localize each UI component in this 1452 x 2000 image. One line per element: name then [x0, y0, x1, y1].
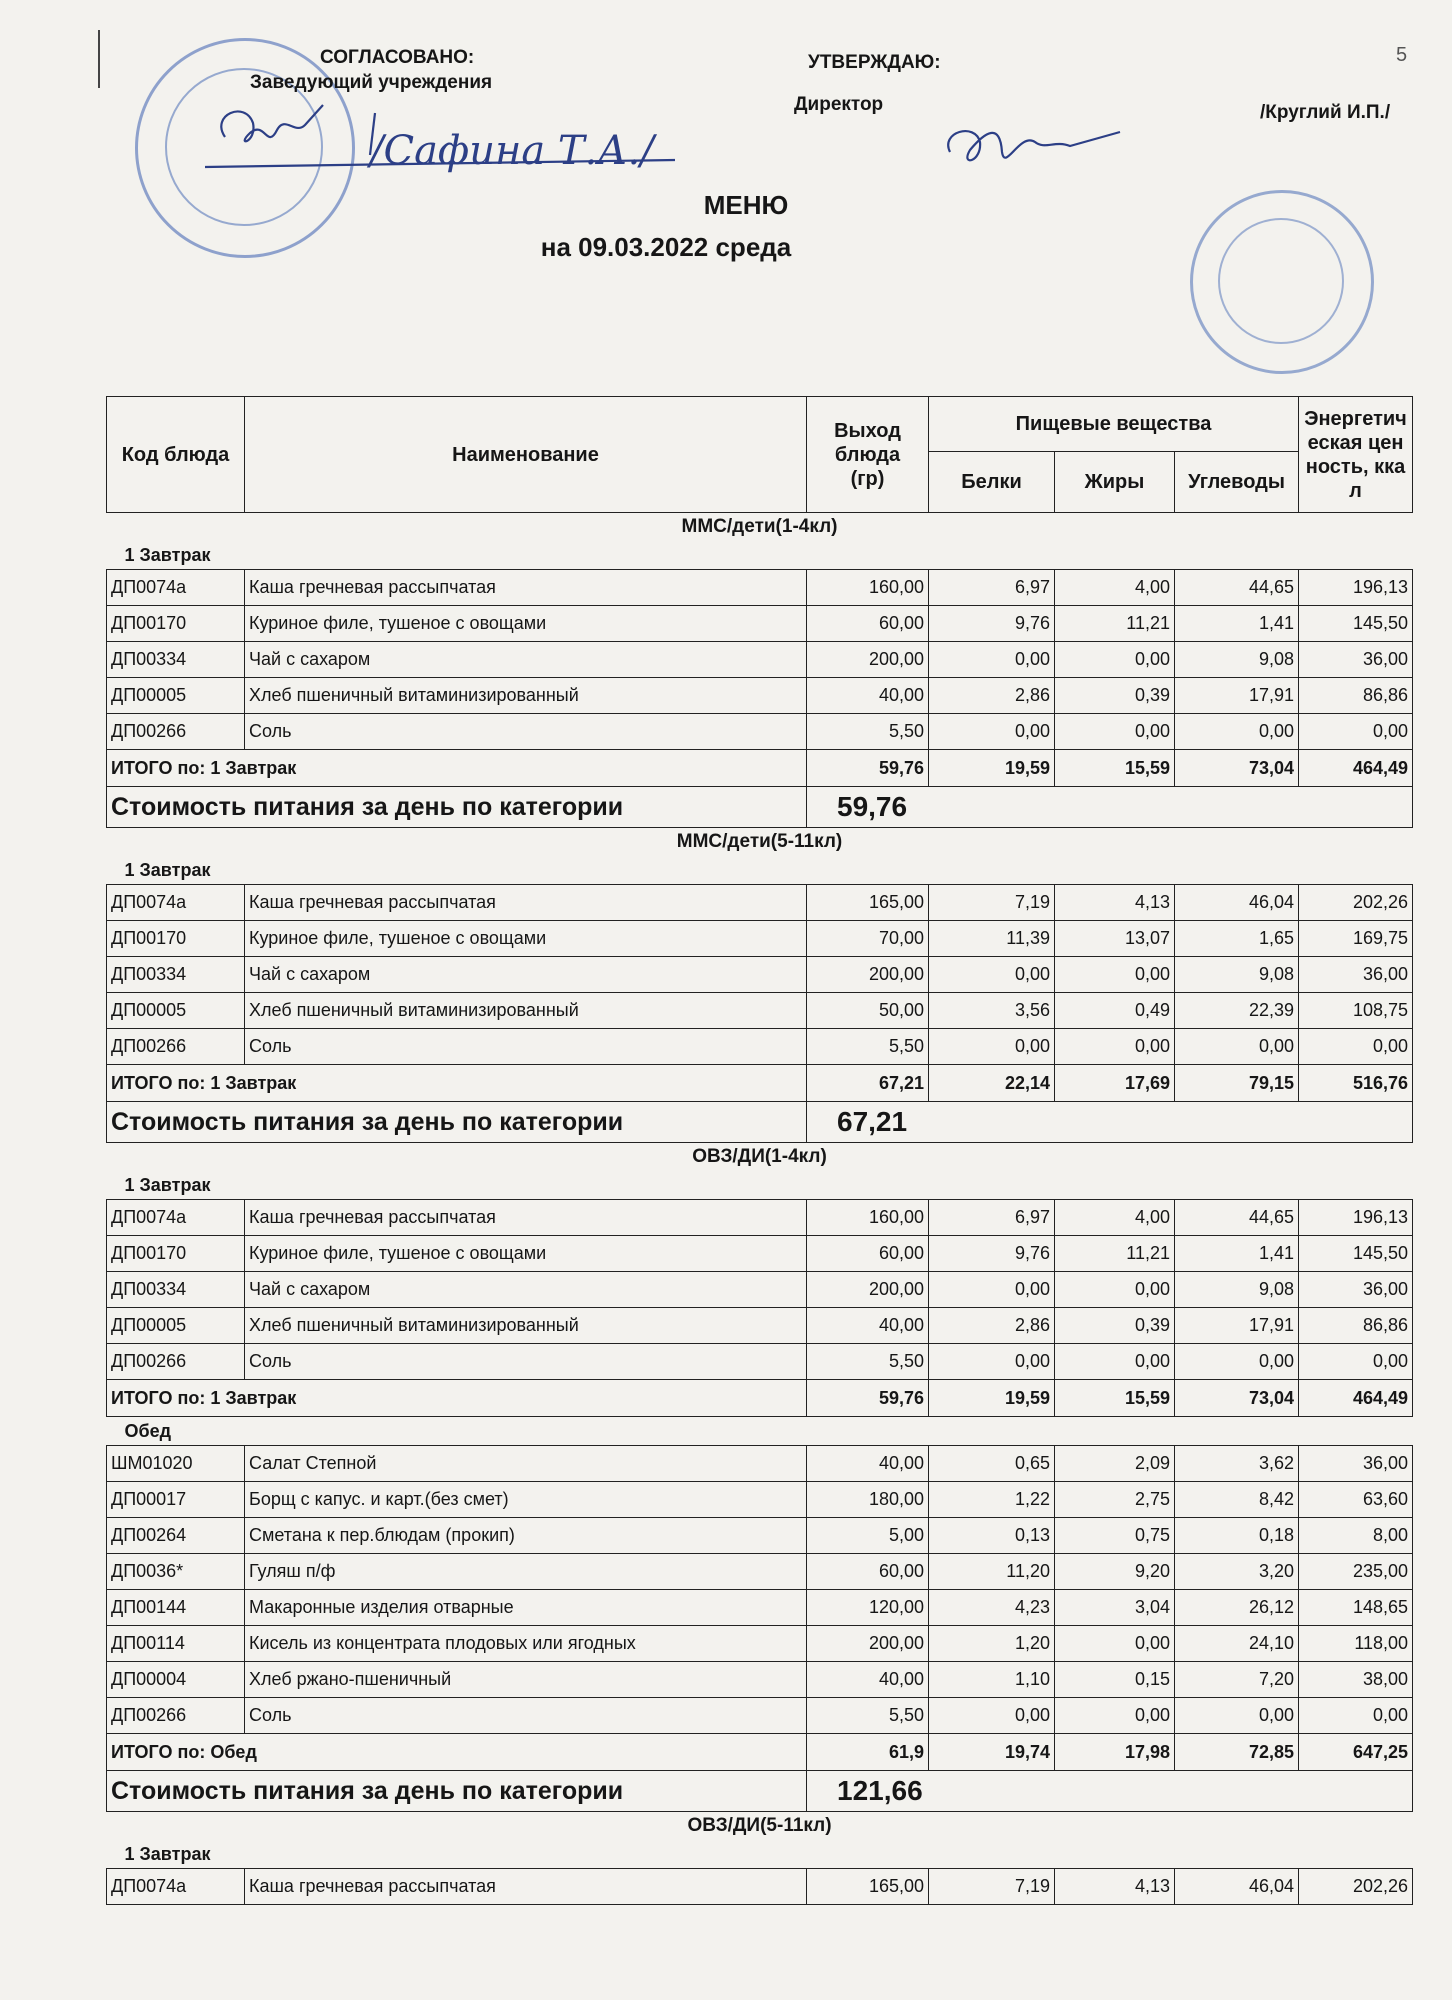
dish-energy: 145,50 — [1299, 606, 1413, 642]
category-heading — [107, 1812, 1413, 1841]
table-row — [107, 1869, 1413, 1905]
dish-fat: 11,21 — [1055, 606, 1175, 642]
dish-name: Хлеб ржано-пшеничный — [245, 1662, 807, 1698]
category-heading — [107, 1143, 1413, 1172]
total-label: ИТОГО по: 1 Завтрак — [107, 1065, 807, 1102]
dish-code: ДП00017 — [107, 1482, 245, 1518]
total-protein: 19,59 — [929, 1380, 1055, 1417]
dish-carbs: 44,65 — [1175, 1200, 1299, 1236]
meal-heading-text: 1 Завтрак — [124, 1174, 211, 1195]
dish-yield: 165,00 — [807, 885, 929, 921]
cost-value: 67,21 — [807, 1102, 1055, 1143]
agreed-label: СОГЛАСОВАНО: — [320, 47, 475, 68]
total-carbs: 73,04 — [1175, 750, 1299, 787]
cost-filler — [1055, 1102, 1413, 1143]
dish-name: Куриное филе, тушеное с овощами — [245, 921, 807, 957]
dish-energy: 196,13 — [1299, 1200, 1413, 1236]
dish-carbs: 7,20 — [1175, 1662, 1299, 1698]
dish-fat: 3,04 — [1055, 1590, 1175, 1626]
table-row — [107, 1236, 1413, 1272]
table-row — [107, 1482, 1413, 1518]
dish-protein: 0,00 — [929, 642, 1055, 678]
dish-energy: 63,60 — [1299, 1482, 1413, 1518]
category-heading — [107, 513, 1413, 542]
cost-value: 59,76 — [807, 787, 1055, 828]
dish-energy: 148,65 — [1299, 1590, 1413, 1626]
dish-carbs: 46,04 — [1175, 885, 1299, 921]
dish-yield: 60,00 — [807, 1236, 929, 1272]
dish-yield: 160,00 — [807, 570, 929, 606]
dish-code: ДП0074а — [107, 1200, 245, 1236]
dish-protein: 1,22 — [929, 1482, 1055, 1518]
cost-label: Стоимость питания за день по категории — [107, 787, 807, 828]
dish-yield: 180,00 — [807, 1482, 929, 1518]
table-row — [107, 921, 1413, 957]
col-yield: Выход блюда (гр) — [807, 397, 929, 513]
dish-energy: 0,00 — [1299, 1698, 1413, 1734]
meal-heading-text: 1 Завтрак — [124, 1843, 211, 1864]
total-protein: 22,14 — [929, 1065, 1055, 1102]
dish-fat: 0,00 — [1055, 1626, 1175, 1662]
dish-fat: 9,20 — [1055, 1554, 1175, 1590]
total-row — [107, 750, 1413, 787]
dish-energy: 235,00 — [1299, 1554, 1413, 1590]
dish-name: Сметана к пер.блюдам (прокип) — [245, 1518, 807, 1554]
dish-carbs: 1,65 — [1175, 921, 1299, 957]
dish-name: Куриное филе, тушеное с овощами — [245, 1236, 807, 1272]
dish-energy: 36,00 — [1299, 1272, 1413, 1308]
dish-fat: 0,00 — [1055, 642, 1175, 678]
dish-protein: 3,56 — [929, 993, 1055, 1029]
category-heading-text: ММС/дети(1-4кл) — [681, 516, 838, 537]
dish-energy: 86,86 — [1299, 678, 1413, 714]
dish-code: ДП00004 — [107, 1662, 245, 1698]
cost-label: Стоимость питания за день по категории — [107, 1771, 807, 1812]
dish-code: ДП0036* — [107, 1554, 245, 1590]
total-fat: 17,69 — [1055, 1065, 1175, 1102]
category-heading — [107, 828, 1413, 857]
dish-energy: 8,00 — [1299, 1518, 1413, 1554]
menu-date: на 09.03.2022 среда — [540, 232, 792, 262]
dish-protein: 4,23 — [929, 1590, 1055, 1626]
dish-code: ДП00334 — [107, 642, 245, 678]
dish-code: ДП0074а — [107, 1869, 245, 1905]
menu-body — [107, 513, 1413, 1905]
cost-row — [107, 1771, 1413, 1812]
table-row — [107, 1698, 1413, 1734]
dish-protein: 0,00 — [929, 1272, 1055, 1308]
approve-label: УТВЕРЖДАЮ: — [808, 52, 941, 73]
meal-heading-text: 1 Завтрак — [124, 859, 211, 880]
dish-yield: 40,00 — [807, 678, 929, 714]
dish-energy: 86,86 — [1299, 1308, 1413, 1344]
dish-energy: 38,00 — [1299, 1662, 1413, 1698]
table-row — [107, 714, 1413, 750]
dish-yield: 40,00 — [807, 1308, 929, 1344]
total-fat: 15,59 — [1055, 1380, 1175, 1417]
dish-yield: 40,00 — [807, 1662, 929, 1698]
total-energy: 464,49 — [1299, 750, 1413, 787]
scan-margin-line — [98, 30, 100, 88]
dish-carbs: 0,00 — [1175, 1029, 1299, 1065]
col-protein: Белки — [929, 452, 1055, 513]
meal-heading-text: Обед — [124, 1420, 172, 1441]
dish-fat: 4,13 — [1055, 1869, 1175, 1905]
dish-carbs: 0,18 — [1175, 1518, 1299, 1554]
dish-code: ДП00266 — [107, 1698, 245, 1734]
dish-energy: 108,75 — [1299, 993, 1413, 1029]
dish-carbs: 24,10 — [1175, 1626, 1299, 1662]
meal-heading — [107, 856, 1413, 885]
dish-yield: 5,00 — [807, 1518, 929, 1554]
table-row — [107, 993, 1413, 1029]
dish-name: Салат Степной — [245, 1446, 807, 1482]
dish-yield: 50,00 — [807, 993, 929, 1029]
meal-heading — [107, 1171, 1413, 1200]
dish-name: Хлеб пшеничный витаминизированный — [245, 678, 807, 714]
dish-energy: 202,26 — [1299, 1869, 1413, 1905]
dish-protein: 1,20 — [929, 1626, 1055, 1662]
table-row — [107, 1590, 1413, 1626]
dish-name: Каша гречневая рассыпчатая — [245, 1869, 807, 1905]
dish-protein: 6,97 — [929, 570, 1055, 606]
table-row — [107, 1662, 1413, 1698]
dish-code: ДП00266 — [107, 1029, 245, 1065]
dish-carbs: 46,04 — [1175, 1869, 1299, 1905]
dish-protein: 0,00 — [929, 1029, 1055, 1065]
page-mark: 5 — [1396, 44, 1408, 66]
dish-energy: 0,00 — [1299, 1344, 1413, 1380]
dish-yield: 5,50 — [807, 1029, 929, 1065]
dish-yield: 160,00 — [807, 1200, 929, 1236]
dish-protein: 1,10 — [929, 1662, 1055, 1698]
total-protein: 19,74 — [929, 1734, 1055, 1771]
dish-energy: 169,75 — [1299, 921, 1413, 957]
dish-code: ДП0074а — [107, 885, 245, 921]
cost-filler — [1055, 787, 1413, 828]
agreed-signature: /Сафина Т.А./ — [370, 128, 654, 174]
col-name: Наименование — [245, 397, 807, 513]
dish-name: Гуляш п/ф — [245, 1554, 807, 1590]
dish-yield: 5,50 — [807, 714, 929, 750]
dish-energy: 118,00 — [1299, 1626, 1413, 1662]
total-energy: 516,76 — [1299, 1065, 1413, 1102]
dish-fat: 2,09 — [1055, 1446, 1175, 1482]
dish-fat: 13,07 — [1055, 921, 1175, 957]
dish-protein: 0,00 — [929, 1344, 1055, 1380]
meal-heading — [107, 541, 1413, 570]
meal-heading-text: 1 Завтрак — [124, 544, 211, 565]
dish-name: Борщ с капус. и карт.(без смет) — [245, 1482, 807, 1518]
dish-fat: 0,00 — [1055, 1029, 1175, 1065]
dish-fat: 0,00 — [1055, 1698, 1175, 1734]
table-row — [107, 1029, 1413, 1065]
dish-fat: 2,75 — [1055, 1482, 1175, 1518]
cost-row — [107, 1102, 1413, 1143]
dish-carbs: 0,00 — [1175, 714, 1299, 750]
table-row — [107, 642, 1413, 678]
menu-title: МЕНЮ — [703, 190, 789, 220]
dish-protein: 2,86 — [929, 1308, 1055, 1344]
dish-yield: 200,00 — [807, 642, 929, 678]
dish-name: Хлеб пшеничный витаминизированный — [245, 1308, 807, 1344]
dish-protein: 7,19 — [929, 885, 1055, 921]
meal-heading — [107, 1417, 1413, 1446]
dish-name: Соль — [245, 1344, 807, 1380]
dish-name: Каша гречневая рассыпчатая — [245, 885, 807, 921]
dish-protein: 7,19 — [929, 1869, 1055, 1905]
total-carbs: 79,15 — [1175, 1065, 1299, 1102]
table-row — [107, 606, 1413, 642]
dish-name: Каша гречневая рассыпчатая — [245, 1200, 807, 1236]
dish-carbs: 17,91 — [1175, 1308, 1299, 1344]
dish-fat: 0,15 — [1055, 1662, 1175, 1698]
dish-carbs: 1,41 — [1175, 606, 1299, 642]
table-row — [107, 1446, 1413, 1482]
category-heading-text: ОВЗ/ДИ(1-4кл) — [692, 1146, 827, 1167]
table-row — [107, 1308, 1413, 1344]
menu-table — [106, 396, 1413, 1905]
dish-yield: 70,00 — [807, 921, 929, 957]
dish-code: ДП00170 — [107, 921, 245, 957]
dish-code: ДП00114 — [107, 1626, 245, 1662]
total-fat: 17,98 — [1055, 1734, 1175, 1771]
total-row — [107, 1734, 1413, 1771]
dish-fat: 0,75 — [1055, 1518, 1175, 1554]
dish-name: Соль — [245, 714, 807, 750]
dish-code: ДП00005 — [107, 993, 245, 1029]
dish-name: Чай с сахаром — [245, 957, 807, 993]
director-signature-scribble — [940, 112, 1130, 192]
dish-name: Соль — [245, 1029, 807, 1065]
dish-fat: 4,13 — [1055, 885, 1175, 921]
dish-name: Каша гречневая рассыпчатая — [245, 570, 807, 606]
total-yield: 61,9 — [807, 1734, 929, 1771]
director-name: /Круглий И.П./ — [1260, 102, 1391, 123]
dish-fat: 0,00 — [1055, 1344, 1175, 1380]
dish-yield: 5,50 — [807, 1698, 929, 1734]
total-yield: 59,76 — [807, 750, 929, 787]
dish-energy: 36,00 — [1299, 957, 1413, 993]
dish-fat: 0,00 — [1055, 1272, 1175, 1308]
dish-protein: 0,00 — [929, 714, 1055, 750]
table-row — [107, 1272, 1413, 1308]
dish-carbs: 3,62 — [1175, 1446, 1299, 1482]
cost-filler — [1055, 1771, 1413, 1812]
table-row — [107, 678, 1413, 714]
dish-code: ШМ01020 — [107, 1446, 245, 1482]
dish-energy: 0,00 — [1299, 1029, 1413, 1065]
total-label: ИТОГО по: 1 Завтрак — [107, 750, 807, 787]
col-energy: Энергетическая ценность, ккал — [1299, 397, 1413, 513]
dish-yield: 60,00 — [807, 1554, 929, 1590]
dish-carbs: 9,08 — [1175, 1272, 1299, 1308]
table-row — [107, 957, 1413, 993]
dish-energy: 202,26 — [1299, 885, 1413, 921]
total-yield: 59,76 — [807, 1380, 929, 1417]
dish-code: ДП00170 — [107, 606, 245, 642]
dish-energy: 36,00 — [1299, 1446, 1413, 1482]
dish-yield: 200,00 — [807, 1272, 929, 1308]
dish-name: Макаронные изделия отварные — [245, 1590, 807, 1626]
dish-code: ДП00005 — [107, 1308, 245, 1344]
dish-carbs: 0,00 — [1175, 1698, 1299, 1734]
dish-carbs: 3,20 — [1175, 1554, 1299, 1590]
dish-code: ДП00266 — [107, 1344, 245, 1380]
dish-fat: 0,00 — [1055, 714, 1175, 750]
table-row — [107, 570, 1413, 606]
dish-carbs: 9,08 — [1175, 957, 1299, 993]
dish-energy: 0,00 — [1299, 714, 1413, 750]
col-fat: Жиры — [1055, 452, 1175, 513]
meal-heading — [107, 1840, 1413, 1869]
dish-code: ДП00334 — [107, 957, 245, 993]
dish-protein: 9,76 — [929, 606, 1055, 642]
category-heading-text: ММС/дети(5-11кл) — [676, 831, 843, 852]
dish-name: Чай с сахаром — [245, 642, 807, 678]
total-energy: 464,49 — [1299, 1380, 1413, 1417]
cost-value: 121,66 — [807, 1771, 1055, 1812]
table-row — [107, 1626, 1413, 1662]
dish-fat: 0,39 — [1055, 1308, 1175, 1344]
col-code: Код блюда — [107, 397, 245, 513]
cost-row — [107, 787, 1413, 828]
dish-yield: 200,00 — [807, 1626, 929, 1662]
total-row — [107, 1065, 1413, 1102]
dish-protein: 0,13 — [929, 1518, 1055, 1554]
dish-name: Хлеб пшеничный витаминизированный — [245, 993, 807, 1029]
table-row — [107, 1554, 1413, 1590]
total-row — [107, 1380, 1413, 1417]
dish-yield: 165,00 — [807, 1869, 929, 1905]
dish-protein: 6,97 — [929, 1200, 1055, 1236]
total-yield: 67,21 — [807, 1065, 929, 1102]
dish-name: Чай с сахаром — [245, 1272, 807, 1308]
dish-code: ДП00170 — [107, 1236, 245, 1272]
dish-yield: 200,00 — [807, 957, 929, 993]
dish-yield: 60,00 — [807, 606, 929, 642]
dish-protein: 0,65 — [929, 1446, 1055, 1482]
dish-energy: 145,50 — [1299, 1236, 1413, 1272]
dish-fat: 4,00 — [1055, 570, 1175, 606]
dish-fat: 0,39 — [1055, 678, 1175, 714]
dish-name: Куриное филе, тушеное с овощами — [245, 606, 807, 642]
dish-code: ДП00005 — [107, 678, 245, 714]
table-row — [107, 885, 1413, 921]
dish-carbs: 26,12 — [1175, 1590, 1299, 1626]
total-label: ИТОГО по: 1 Завтрак — [107, 1380, 807, 1417]
col-nutrients: Пищевые вещества — [929, 397, 1299, 452]
approve-role: Директор — [794, 94, 884, 115]
dish-yield: 40,00 — [807, 1446, 929, 1482]
agreed-role: Заведующий учреждения — [250, 72, 493, 93]
dish-code: ДП00264 — [107, 1518, 245, 1554]
dish-protein: 11,39 — [929, 921, 1055, 957]
total-energy: 647,25 — [1299, 1734, 1413, 1771]
dish-yield: 5,50 — [807, 1344, 929, 1380]
dish-energy: 36,00 — [1299, 642, 1413, 678]
dish-code: ДП00334 — [107, 1272, 245, 1308]
dish-carbs: 22,39 — [1175, 993, 1299, 1029]
total-label: ИТОГО по: Обед — [107, 1734, 807, 1771]
dish-code: ДП00266 — [107, 714, 245, 750]
total-fat: 15,59 — [1055, 750, 1175, 787]
dish-carbs: 9,08 — [1175, 642, 1299, 678]
col-carbs: Углеводы — [1175, 452, 1299, 513]
dish-protein: 0,00 — [929, 957, 1055, 993]
total-carbs: 73,04 — [1175, 1380, 1299, 1417]
dish-fat: 11,21 — [1055, 1236, 1175, 1272]
table-row — [107, 1200, 1413, 1236]
dish-carbs: 44,65 — [1175, 570, 1299, 606]
dish-protein: 0,00 — [929, 1698, 1055, 1734]
cost-label: Стоимость питания за день по категории — [107, 1102, 807, 1143]
dish-name: Соль — [245, 1698, 807, 1734]
table-row — [107, 1518, 1413, 1554]
dish-protein: 11,20 — [929, 1554, 1055, 1590]
dish-code: ДП0074а — [107, 570, 245, 606]
dish-fat: 0,49 — [1055, 993, 1175, 1029]
dish-protein: 2,86 — [929, 678, 1055, 714]
total-carbs: 72,85 — [1175, 1734, 1299, 1771]
dish-carbs: 17,91 — [1175, 678, 1299, 714]
dish-code: ДП00144 — [107, 1590, 245, 1626]
table-row — [107, 1344, 1413, 1380]
category-heading-text: ОВЗ/ДИ(5-11кл) — [687, 1815, 832, 1836]
dish-carbs: 8,42 — [1175, 1482, 1299, 1518]
dish-carbs: 0,00 — [1175, 1344, 1299, 1380]
dish-name: Кисель из концентрата плодовых или ягодных — [245, 1626, 807, 1662]
dish-fat: 4,00 — [1055, 1200, 1175, 1236]
dish-energy: 196,13 — [1299, 570, 1413, 606]
dish-protein: 9,76 — [929, 1236, 1055, 1272]
dish-carbs: 1,41 — [1175, 1236, 1299, 1272]
total-protein: 19,59 — [929, 750, 1055, 787]
dish-yield: 120,00 — [807, 1590, 929, 1626]
dish-fat: 0,00 — [1055, 957, 1175, 993]
